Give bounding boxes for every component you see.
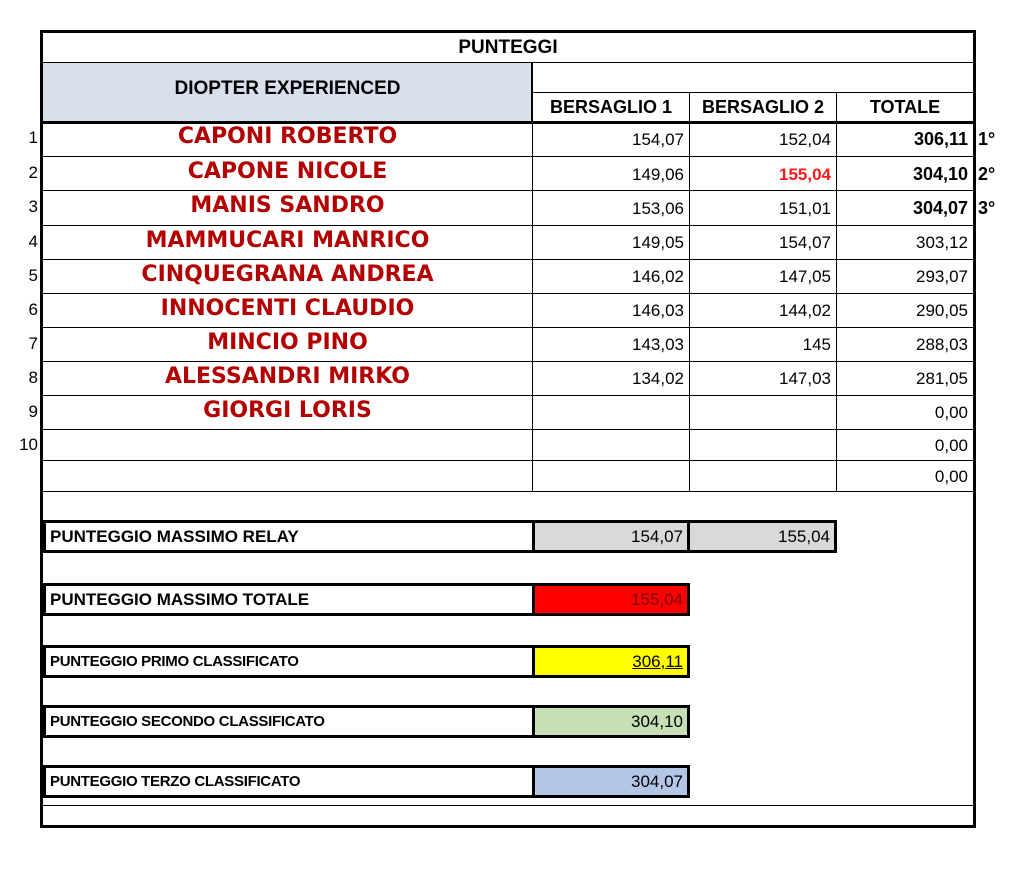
grid-line [43, 293, 973, 294]
summary-value-max-total: 155,04 [532, 583, 690, 616]
score-bersaglio-1: 146,02 [632, 267, 684, 286]
athlete-name: GIORGI LORIS [203, 398, 372, 423]
score-totale: 303,12 [916, 233, 968, 252]
row-number: 1 [28, 128, 38, 147]
score-totale: 304,10 [912, 164, 968, 184]
score-bersaglio-2: 147,05 [779, 267, 831, 286]
athlete-name: MAMMUCARI MANRICO [145, 228, 430, 253]
score-totale: 288,03 [916, 335, 968, 354]
athlete-name: MINCIO PINO [207, 330, 368, 355]
score-totale: 0,00 [934, 403, 968, 422]
grid-line [43, 460, 973, 461]
score-totale: 293,07 [916, 267, 968, 286]
score-totale: 304,07 [912, 198, 968, 218]
summary-label-max-total: PUNTEGGIO MASSIMO TOTALE [43, 583, 535, 616]
column-header-totale: TOTALE [869, 97, 941, 117]
score-bersaglio-2: 144,02 [779, 301, 831, 320]
score-bersaglio-1: 149,05 [632, 233, 684, 252]
grid-line [43, 156, 973, 157]
summary-value-third: 304,07 [532, 765, 690, 798]
grid-line [43, 327, 973, 328]
athlete-name: ALESSANDRI MIRKO [164, 364, 411, 389]
score-bersaglio-2: 152,04 [779, 130, 831, 149]
grid-line [43, 429, 973, 430]
header-col-line-1 [689, 92, 690, 121]
score-bersaglio-1: 143,03 [632, 335, 684, 354]
grid-line [43, 259, 973, 260]
row-number: 10 [19, 435, 38, 454]
row-number: 9 [28, 402, 38, 421]
grid-line [43, 190, 973, 191]
score-bersaglio-1: 134,02 [632, 369, 684, 388]
row-number: 8 [28, 368, 38, 387]
score-totale: 290,05 [916, 301, 968, 320]
row-number: 7 [28, 334, 38, 353]
score-bersaglio-2: 151,01 [779, 199, 831, 218]
score-bersaglio-2: 145 [802, 335, 831, 354]
summary-value-second: 304,10 [532, 705, 690, 738]
summary-label-first: PUNTEGGIO PRIMO CLASSIFICATO [43, 645, 535, 678]
column-header-bersaglio-2: BERSAGLIO 2 [701, 97, 825, 117]
summary-label-second: PUNTEGGIO SECONDO CLASSIFICATO [43, 705, 535, 738]
place-label: 2° [978, 164, 996, 184]
grid-line [43, 225, 973, 226]
score-bersaglio-2: 147,03 [779, 369, 831, 388]
score-bersaglio-1: 149,06 [632, 165, 684, 184]
row-number: 2 [28, 163, 38, 182]
score-bersaglio-1: 153,06 [632, 199, 684, 218]
score-bersaglio-1: 154,07 [632, 130, 684, 149]
header-col-line-2 [836, 92, 837, 121]
score-totale: 281,05 [916, 369, 968, 388]
row-number: 3 [28, 197, 38, 216]
score-bersaglio-2-highlight: 155,04 [779, 165, 831, 184]
column-header-bersaglio-1: BERSAGLIO 1 [549, 97, 673, 117]
score-bersaglio-1: 146,03 [632, 301, 684, 320]
athlete-name: MANIS SANDRO [190, 193, 385, 218]
summary-label-third: PUNTEGGIO TERZO CLASSIFICATO [43, 765, 535, 798]
athlete-name: CINQUEGRANA ANDREA [141, 262, 434, 287]
row-number: 6 [28, 300, 38, 319]
grid-line [43, 491, 973, 492]
bottom-divider [43, 805, 973, 806]
athlete-name: CAPONE NICOLE [187, 159, 388, 184]
summary-value-first: 306,11 [532, 645, 690, 678]
summary-label-max-relay: PUNTEGGIO MASSIMO RELAY [43, 520, 535, 553]
athlete-name: INNOCENTI CLAUDIO [160, 296, 415, 321]
podium-border [973, 124, 974, 226]
score-totale: 0,00 [934, 436, 968, 455]
grid-line [43, 361, 973, 362]
summary-value-max-relay-2: 155,04 [687, 520, 837, 553]
score-totale: 306,11 [913, 129, 968, 149]
page-title: PUNTEGGI [43, 33, 973, 63]
grid-line [43, 395, 973, 396]
summary-value-max-relay-1: 154,07 [532, 520, 690, 553]
category-title: DIOPTER EXPERIENCED [174, 78, 401, 99]
row-number: 5 [28, 266, 38, 285]
row-number: 4 [28, 232, 38, 251]
athlete-name: CAPONI ROBERTO [177, 124, 398, 149]
place-label: 3° [978, 198, 996, 218]
score-totale: 0,00 [934, 467, 968, 486]
place-label: 1° [978, 129, 996, 149]
score-bersaglio-2: 154,07 [779, 233, 831, 252]
